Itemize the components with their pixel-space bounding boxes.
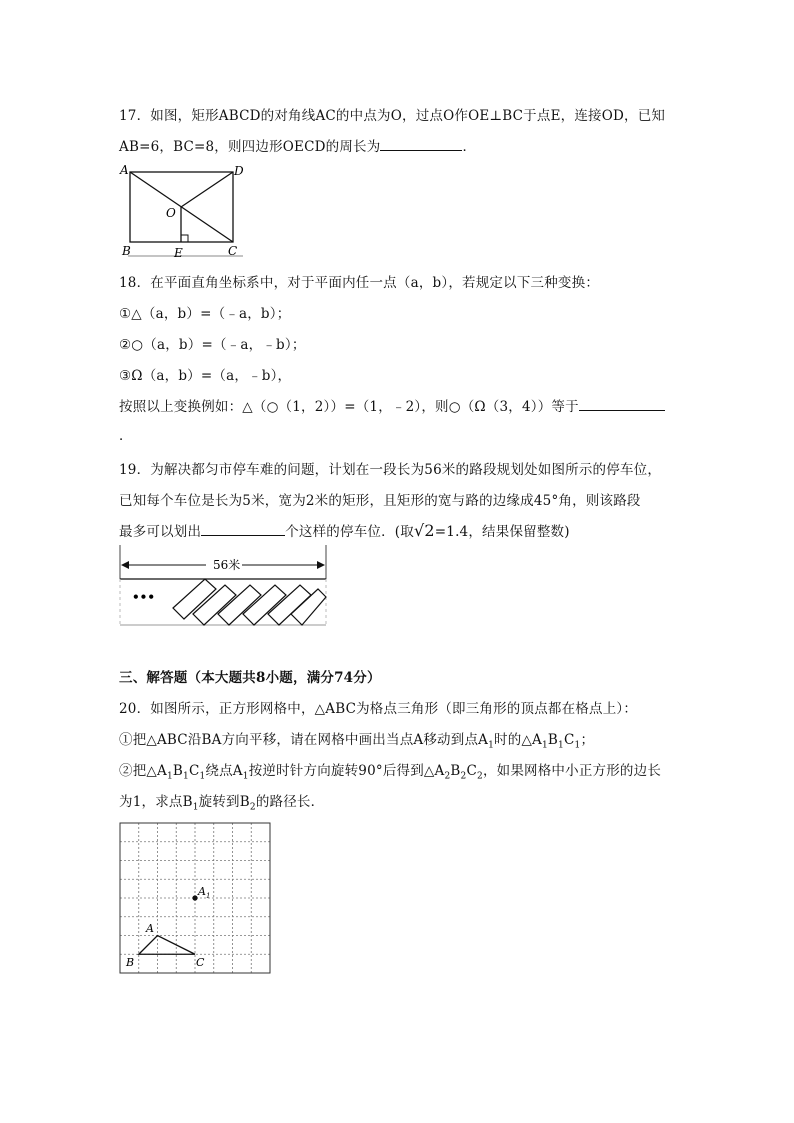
- label-e: E: [174, 246, 183, 260]
- label-b: B: [126, 956, 135, 969]
- segment-od: [181, 172, 233, 207]
- point-a1: [192, 895, 197, 900]
- sqrt-two: √2: [413, 521, 435, 540]
- label-a: A: [120, 163, 129, 177]
- rectangle-figure: [118, 160, 248, 260]
- q20-line-2: ①把△ABC沿BA方向平移，请在网格中画出当点A移动到点$A_1$时的$\triangle A_1B_1C_1$；: [119, 732, 595, 751]
- answer-blank: [201, 521, 285, 536]
- label-b: B: [122, 244, 131, 258]
- q18-line-6: ．: [119, 428, 133, 444]
- q17-line-1: 17．如图，矩形ABCD的对角线AC的中点为O，过点O作OE⊥BC于点E，连接OD，已知: [119, 108, 666, 124]
- answer-blank: [380, 136, 462, 151]
- label-d: D: [234, 164, 244, 178]
- q18-line-5: 按照以上变换例如：△（○（1，2））=（1，﹣2），则○（Ω（3，4））等于: [119, 395, 665, 415]
- ellipsis: •••: [132, 590, 156, 604]
- label-a: A: [146, 922, 154, 935]
- q20-line-1: 20．如图所示，正方形网格中，△ABC为格点三角形（即三角形的顶点都在格点上）：: [119, 701, 638, 717]
- label-a1: $A_1$: [198, 885, 211, 900]
- q18-rule-1: ①△（a，b）=（﹣a，b）；: [119, 306, 291, 322]
- grid-figure: [118, 821, 272, 975]
- q20-line-4: 为1，求点$B_1$旋转到$B_2$的路径长．: [119, 794, 325, 813]
- answer-blank: [579, 396, 665, 411]
- q18-rule-3: ③Ω（a，b）=（a，﹣b），: [119, 368, 292, 384]
- arrow-left-icon: [121, 561, 129, 569]
- parking-space: [291, 589, 326, 625]
- right-angle-mark: [181, 235, 188, 242]
- q17-line-2: AB=6，BC=8，则四边形OECD的周长为 ．: [119, 135, 476, 155]
- parking-space: [268, 585, 311, 625]
- label-c: C: [196, 956, 205, 969]
- section-heading: 三、解答题（本大题共8小题，满分74分）: [119, 670, 381, 686]
- q19-line-1: 19．为解决都匀市停车难的问题，计划在一段长为56米的路段规划处如图所示的停车位，: [119, 462, 662, 478]
- label-c: C: [228, 244, 238, 258]
- q18-line-1: 18．在平面直角坐标系中，对于平面内任一点（a，b），若规定以下三种变换：: [119, 275, 600, 291]
- q19-line-3: 最多可以划出 个这样的停车位．(取√2=1.4，结果保留整数): [119, 521, 570, 540]
- q20-line-3: ②把$\triangle A_1B_1C_1$绕点$A_1$按逆时针方向旋转90°后得到$\triangle A_2B_2C_2$，如果网格中小正方形的边长: [119, 763, 662, 782]
- arrow-right-icon: [317, 561, 325, 569]
- parking-figure: [118, 543, 330, 628]
- q19-line-2: 已知每个车位是长为5米，宽为2米的矩形，且矩形的宽与路的边缘成45°角，则该路段: [119, 493, 641, 509]
- label-o: O: [166, 206, 176, 220]
- q18-rule-2: ②○（a，b）=（﹣a，﹣b）；: [119, 337, 306, 353]
- parking-space: [243, 585, 286, 625]
- length-label: 56米: [213, 558, 241, 572]
- parking-spaces: [173, 579, 326, 625]
- triangle-abc: [139, 936, 195, 955]
- parking-space: [218, 585, 261, 625]
